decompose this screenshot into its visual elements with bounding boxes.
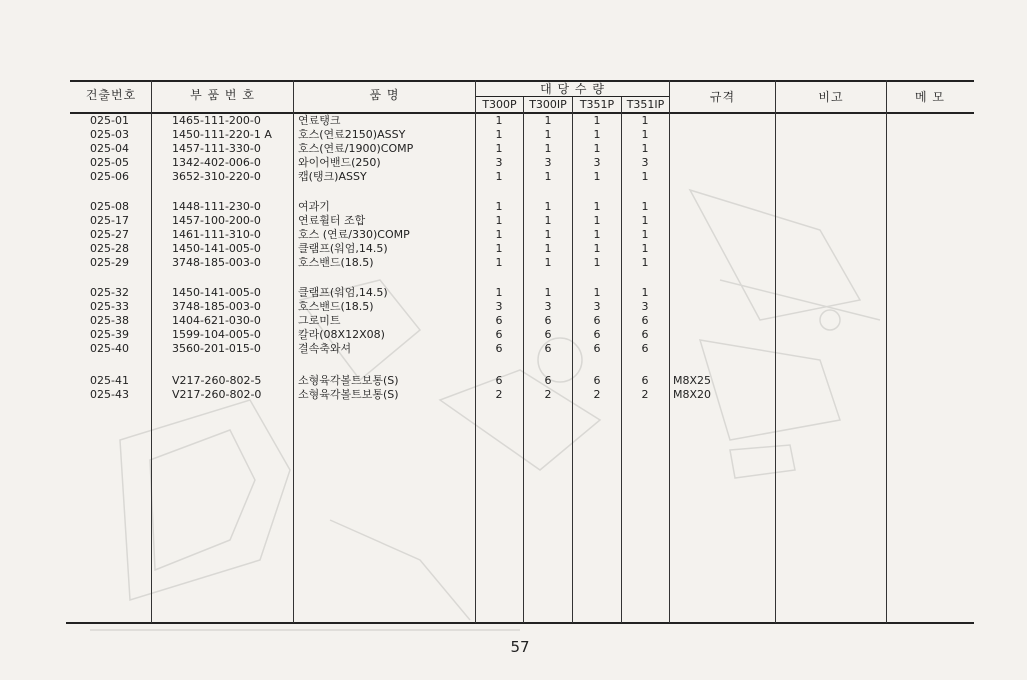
row-part-no: 1404-621-030-0 bbox=[172, 314, 261, 327]
row-qty: 1 bbox=[495, 242, 503, 255]
row-qty: 1 bbox=[544, 170, 552, 183]
row-qty: 2 bbox=[544, 388, 552, 401]
row-qty: 1 bbox=[495, 214, 503, 227]
row-qty: 2 bbox=[495, 388, 503, 401]
row-part-name: 와이어밴드(250) bbox=[298, 156, 381, 169]
row-qty: 6 bbox=[641, 342, 649, 355]
row-qty: 1 bbox=[495, 228, 503, 241]
row-qty: 1 bbox=[593, 200, 601, 213]
row-qty: 1 bbox=[641, 256, 649, 269]
header-model-t300p: T300P bbox=[482, 98, 517, 111]
row-qty: 6 bbox=[495, 374, 503, 387]
row-qty: 1 bbox=[593, 170, 601, 183]
row-qty: 1 bbox=[641, 214, 649, 227]
row-part-no: 3652-310-220-0 bbox=[172, 170, 261, 183]
col-divider bbox=[775, 80, 776, 623]
row-qty: 3 bbox=[593, 156, 601, 169]
row-qty: 3 bbox=[641, 300, 649, 313]
row-qty: 1 bbox=[544, 256, 552, 269]
row-qty: 6 bbox=[544, 374, 552, 387]
row-section-no: 025-39 bbox=[90, 328, 129, 341]
row-part-name: 호스 (연료/330)COMP bbox=[298, 228, 410, 241]
row-section-no: 025-06 bbox=[90, 170, 129, 183]
row-qty: 3 bbox=[641, 156, 649, 169]
row-qty: 2 bbox=[641, 388, 649, 401]
row-part-no: 3748-185-003-0 bbox=[172, 256, 261, 269]
row-qty: 1 bbox=[544, 228, 552, 241]
row-part-name: 호스밴드(18.5) bbox=[298, 256, 374, 269]
row-spec: M8X20 bbox=[673, 388, 712, 401]
header-model-t351ip: T351IP bbox=[626, 98, 665, 111]
row-part-no: 1342-402-006-0 bbox=[172, 156, 261, 169]
col-divider bbox=[621, 97, 622, 623]
row-qty: 6 bbox=[495, 314, 503, 327]
row-qty: 1 bbox=[593, 286, 601, 299]
row-qty: 3 bbox=[495, 300, 503, 313]
row-part-name: 호스밴드(18.5) bbox=[298, 300, 374, 313]
row-part-name: 그로미트 bbox=[298, 314, 341, 327]
col-divider bbox=[475, 80, 476, 623]
row-qty: 1 bbox=[495, 170, 503, 183]
row-part-no: 1457-100-200-0 bbox=[172, 214, 261, 227]
header-quantity: 대 당 수 량 bbox=[540, 82, 605, 96]
row-qty: 1 bbox=[641, 242, 649, 255]
row-qty: 1 bbox=[593, 214, 601, 227]
col-divider bbox=[572, 97, 573, 623]
row-section-no: 025-04 bbox=[90, 142, 129, 155]
row-qty: 1 bbox=[641, 128, 649, 141]
row-part-name: 여과기 bbox=[298, 200, 330, 213]
header-remark: 비고 bbox=[818, 90, 844, 104]
page-number: 57 bbox=[510, 638, 530, 656]
row-part-name: 칼라(08X12X08) bbox=[298, 328, 385, 341]
row-qty: 6 bbox=[495, 342, 503, 355]
col-divider bbox=[293, 80, 294, 623]
header-part-no: 부 품 번 호 bbox=[190, 88, 255, 102]
row-part-no: 1457-111-330-0 bbox=[172, 142, 261, 155]
row-qty: 6 bbox=[593, 328, 601, 341]
row-section-no: 025-03 bbox=[90, 128, 129, 141]
row-qty: 1 bbox=[495, 128, 503, 141]
row-qty: 1 bbox=[593, 228, 601, 241]
header-part-name: 품 명 bbox=[369, 88, 400, 102]
row-part-name: 호스(연료/1900)COMP bbox=[298, 142, 414, 155]
row-qty: 1 bbox=[544, 286, 552, 299]
row-qty: 1 bbox=[495, 114, 503, 127]
row-qty: 1 bbox=[641, 200, 649, 213]
row-qty: 1 bbox=[593, 256, 601, 269]
row-section-no: 025-41 bbox=[90, 374, 129, 387]
row-qty: 1 bbox=[593, 242, 601, 255]
row-qty: 1 bbox=[495, 142, 503, 155]
row-part-no: 1461-111-310-0 bbox=[172, 228, 261, 241]
row-qty: 1 bbox=[495, 286, 503, 299]
row-part-name: 클램프(워엄,14.5) bbox=[298, 242, 388, 255]
row-part-no: 1599-104-005-0 bbox=[172, 328, 261, 341]
row-qty: 6 bbox=[544, 314, 552, 327]
row-qty: 6 bbox=[544, 342, 552, 355]
row-part-no: V217-260-802-5 bbox=[172, 374, 262, 387]
row-qty: 3 bbox=[495, 156, 503, 169]
col-divider bbox=[151, 80, 152, 623]
row-qty: 3 bbox=[544, 156, 552, 169]
row-part-no: 3560-201-015-0 bbox=[172, 342, 261, 355]
row-qty: 6 bbox=[593, 342, 601, 355]
row-part-name: 연료탱크 bbox=[298, 114, 341, 127]
row-qty: 1 bbox=[544, 128, 552, 141]
row-part-name: 결속축와셔 bbox=[298, 342, 352, 355]
row-qty: 1 bbox=[495, 200, 503, 213]
row-section-no: 025-43 bbox=[90, 388, 129, 401]
row-section-no: 025-05 bbox=[90, 156, 129, 169]
row-qty: 1 bbox=[641, 170, 649, 183]
row-part-no: 1465-111-200-0 bbox=[172, 114, 261, 127]
row-qty: 6 bbox=[641, 328, 649, 341]
row-section-no: 025-33 bbox=[90, 300, 129, 313]
row-qty: 1 bbox=[641, 114, 649, 127]
row-qty: 6 bbox=[641, 314, 649, 327]
row-qty: 6 bbox=[495, 328, 503, 341]
row-part-no: 1450-141-005-0 bbox=[172, 286, 261, 299]
row-qty: 1 bbox=[495, 256, 503, 269]
header-spec: 규격 bbox=[709, 90, 736, 104]
col-divider bbox=[523, 97, 524, 623]
row-section-no: 025-40 bbox=[90, 342, 129, 355]
row-qty: 1 bbox=[641, 142, 649, 155]
row-section-no: 025-27 bbox=[90, 228, 129, 241]
row-qty: 1 bbox=[641, 286, 649, 299]
col-divider bbox=[669, 80, 670, 623]
header-model-t351p: T351P bbox=[579, 98, 615, 111]
row-qty: 1 bbox=[544, 114, 552, 127]
row-part-name: 클램프(워엄,14.5) bbox=[298, 286, 388, 299]
row-qty: 1 bbox=[641, 228, 649, 241]
row-section-no: 025-32 bbox=[90, 286, 129, 299]
row-qty: 6 bbox=[593, 374, 601, 387]
row-qty: 6 bbox=[593, 314, 601, 327]
table-bottom-rule bbox=[66, 622, 974, 624]
row-section-no: 025-17 bbox=[90, 214, 129, 227]
row-qty: 2 bbox=[593, 388, 601, 401]
row-part-no: 1450-141-005-0 bbox=[172, 242, 261, 255]
row-part-name: 소형육각볼트보통(S) bbox=[298, 374, 399, 387]
row-section-no: 025-28 bbox=[90, 242, 129, 255]
row-qty: 1 bbox=[544, 214, 552, 227]
row-part-name: 소형육각볼트보통(S) bbox=[298, 388, 399, 401]
row-qty: 1 bbox=[544, 200, 552, 213]
row-qty: 6 bbox=[641, 374, 649, 387]
row-part-no: 1450-111-220-1 A bbox=[172, 128, 272, 141]
row-qty: 3 bbox=[544, 300, 552, 313]
row-qty: 1 bbox=[544, 242, 552, 255]
row-qty: 3 bbox=[593, 300, 601, 313]
row-qty: 1 bbox=[593, 114, 601, 127]
header-model-t300ip: T300IP bbox=[529, 98, 567, 111]
row-part-name: 연료휠터 조합 bbox=[298, 214, 366, 227]
row-qty: 1 bbox=[593, 142, 601, 155]
row-section-no: 025-29 bbox=[90, 256, 129, 269]
row-section-no: 025-38 bbox=[90, 314, 129, 327]
row-part-no: V217-260-802-0 bbox=[172, 388, 262, 401]
row-qty: 1 bbox=[544, 142, 552, 155]
row-spec: M8X25 bbox=[673, 374, 712, 387]
col-divider bbox=[886, 80, 887, 623]
row-section-no: 025-01 bbox=[90, 114, 129, 127]
row-part-name: 캡(탱크)ASSY bbox=[298, 170, 367, 183]
row-section-no: 025-08 bbox=[90, 200, 129, 213]
row-part-name: 호스(연료2150)ASSY bbox=[298, 128, 406, 141]
header-memo: 메 모 bbox=[915, 90, 945, 104]
header-section-no: 건출번호 bbox=[85, 88, 137, 102]
row-qty: 1 bbox=[593, 128, 601, 141]
row-qty: 6 bbox=[544, 328, 552, 341]
row-part-no: 1448-111-230-0 bbox=[172, 200, 261, 213]
row-part-no: 3748-185-003-0 bbox=[172, 300, 261, 313]
